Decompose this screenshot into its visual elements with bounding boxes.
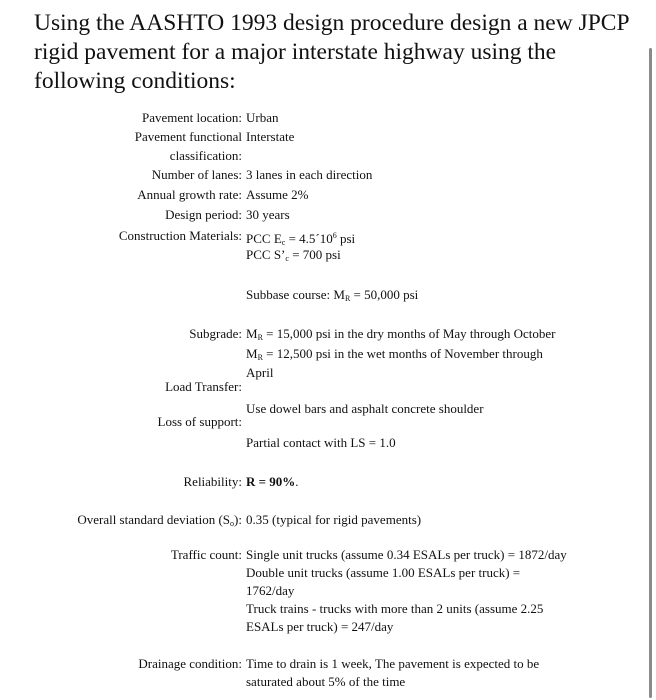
location-value: Urban: [246, 110, 279, 125]
lanes-label: Number of lanes:: [151, 167, 242, 182]
subgrade-wet-subscript: R: [257, 353, 263, 362]
subgrade-dry: [246, 325, 555, 347]
load-transfer-label: Load Transfer:: [165, 379, 242, 394]
period-label: Design period:: [165, 207, 242, 222]
subgrade-wet-continued: April: [246, 365, 274, 380]
subgrade-wet: [246, 345, 543, 367]
reliability-label: Reliability:: [183, 474, 242, 489]
pcc-e-prefix: PCC E: [246, 231, 282, 246]
load-transfer-value: Use dowel bars and asphalt concrete shoulder: [246, 401, 484, 416]
std-dev-subscript: o: [230, 519, 235, 528]
traffic-label: Traffic count:: [170, 547, 242, 562]
materials-label: Construction Materials:: [118, 228, 242, 243]
loss-support-label: Loss of support:: [157, 414, 242, 429]
pcc-e-value: = 4.5´10: [285, 231, 333, 246]
pcc-s-subscript: c: [285, 254, 289, 263]
reliability-bold: R = 90%: [246, 474, 296, 489]
std-dev-label: [77, 511, 242, 533]
subbase-prefix: Subbase course: M: [246, 287, 345, 302]
growth-label: Annual growth rate:: [137, 187, 242, 202]
pcc-e-exponent: 6: [332, 231, 337, 240]
location-label: Pavement location:: [141, 110, 242, 125]
pcc-e-subscript: c: [281, 238, 286, 247]
reliability-value: [246, 473, 299, 491]
subbase-course: [246, 286, 418, 308]
subgrade-wet-prefix: M: [246, 346, 258, 361]
vertical-scrollbar[interactable]: [649, 48, 652, 698]
subgrade-dry-subscript: R: [257, 333, 263, 342]
subgrade-dry-prefix: M: [246, 326, 258, 341]
problem-heading: Using the AASHTO 1993 design procedure design a new JPCP rigid pavement for a major interstate highway using the following conditions:: [34, 10, 629, 94]
traffic-line-1: Single unit trucks (assume 0.34 ESALs per truck) = 1872/day: [246, 547, 567, 562]
drainage-line-1: Time to drain is 1 week, The pavement is expected to be: [246, 656, 540, 671]
lanes-value: 3 lanes in each direction: [246, 167, 373, 182]
pcc-s-value: = 700 psi: [288, 247, 341, 262]
drainage-line-2: saturated about 5% of the time: [246, 674, 406, 689]
period-value: 30 years: [246, 207, 290, 222]
traffic-line-4: Truck trains - trucks with more than 2 units (assume 2.25: [246, 601, 544, 616]
reliability-period: .: [295, 474, 299, 489]
classification-label-line1: Pavement functional: [134, 129, 242, 144]
drainage-label: Drainage condition:: [138, 656, 242, 671]
classification-value: Interstate: [246, 129, 295, 144]
loss-support-value: Partial contact with LS = 1.0: [246, 435, 396, 450]
growth-value: Assume 2%: [246, 187, 309, 202]
pcc-s-prefix: PCC S’: [246, 247, 286, 262]
pcc-flexural-strength: [246, 246, 341, 268]
subgrade-wet-value: = 12,500 psi in the wet months of November through: [262, 346, 543, 361]
subgrade-dry-value: = 15,000 psi in the dry months of May through October: [262, 326, 556, 341]
traffic-line-2: Double unit trucks (assume 1.00 ESALs per truck) =: [246, 565, 521, 580]
subbase-value: = 50,000 psi: [350, 287, 419, 302]
traffic-line-5: ESALs per truck) = 247/day: [246, 619, 394, 634]
std-dev-value: 0.35 (typical for rigid pavements): [246, 512, 422, 527]
subbase-subscript: R: [344, 294, 351, 303]
pcc-e-unit: psi: [336, 231, 356, 246]
classification-label-line2: classification:: [169, 148, 242, 163]
traffic-line-3: 1762/day: [246, 583, 295, 598]
std-dev-label-prefix: Overall standard deviation (S: [77, 512, 231, 527]
subgrade-label: Subgrade:: [189, 326, 242, 341]
std-dev-label-suffix: ):: [234, 512, 242, 527]
